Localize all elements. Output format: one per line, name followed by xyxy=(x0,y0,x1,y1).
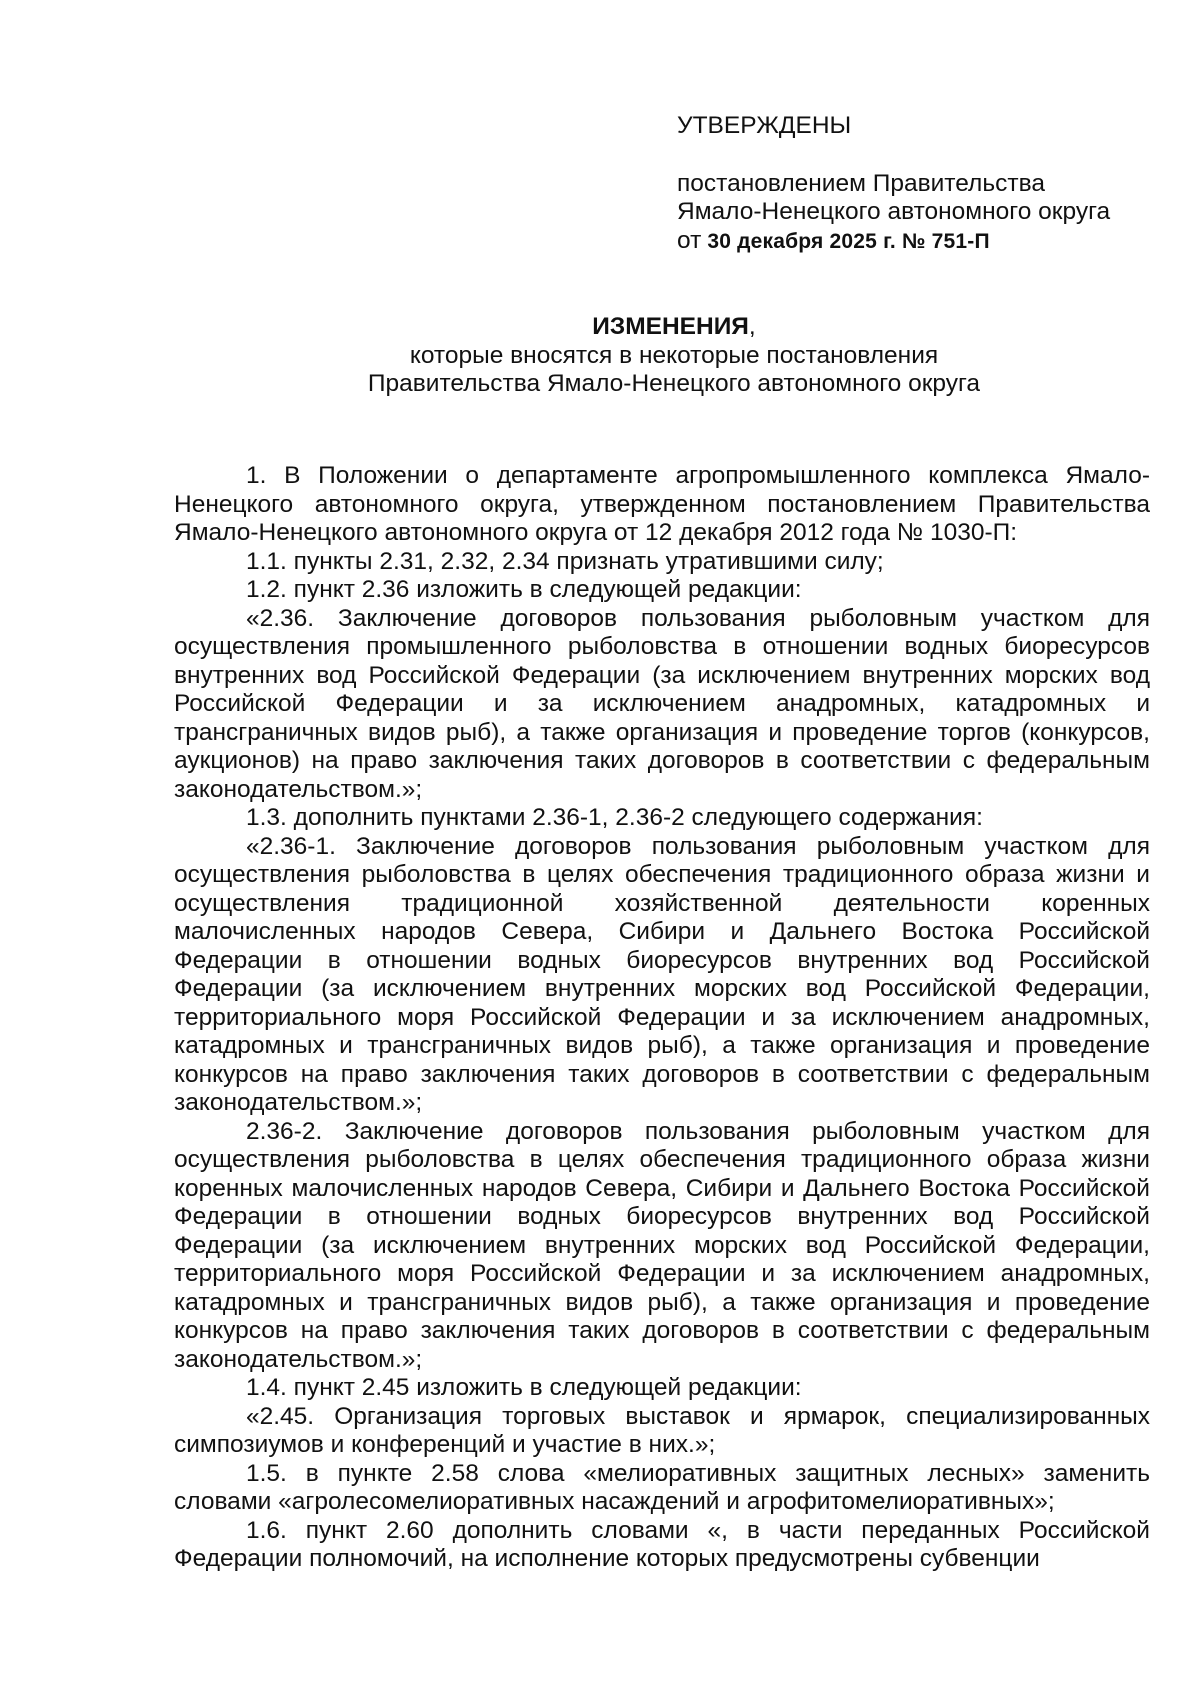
approval-line-3 xyxy=(677,227,1137,257)
document-title xyxy=(170,313,1178,399)
title-comma: , xyxy=(748,313,756,340)
title-line-1 xyxy=(170,313,1178,342)
approval-date-prefix: от xyxy=(677,226,702,254)
paragraph: 1.5. в пункте 2.58 слова «мелиоративных защитных лесных» заменить словами «агролесомелиоративных насаждений и агрофитомелиоративных»; xyxy=(174,1459,1150,1515)
approval-line-1: постановлением Правительства xyxy=(677,169,1045,197)
paragraph: 1.6. пункт 2.60 дополнить словами «, в части переданных Российской Федерации полномочий, на исполнение которых предусмотрены субвенции xyxy=(174,1516,1150,1572)
paragraph: 1. В Положении о департаменте агропромышленного комплекса Ямало-Ненецкого автономного округа, утвержденном постановлением Правительства Ямало-Ненецкого автономного округа от 12 декабря 2012 года № 1030-П: xyxy=(174,462,1150,546)
paragraph: «2.36-1. Заключение договоров пользования рыболовным участком для осуществления рыболовства в целях обеспечения традиционного образа жизни и осуществления традиционной хозяйственной деятельности коренных малочисленных народов Севера, Сибири и Дальнего Востока Российской Федерации в отношении водных биоресурсов внутренних вод Российской Федерации (за исключением внутренних морских вод Российской Федерации, территориального моря Российской Федерации и за исключением анадромных, катадромных и трансграничных видов рыб), а также организация и проведение конкурсов на право заключения таких договоров в соответствии с федеральным законодательством.»; xyxy=(174,832,1150,1116)
document-body xyxy=(174,462,1150,1574)
title-line-3: Правительства Ямало-Ненецкого автономного округа xyxy=(367,370,981,397)
paragraph: 1.1. пункты 2.31, 2.32, 2.34 признать утратившими силу; xyxy=(246,547,884,575)
approved-label: УТВЕРЖДЕНЫ xyxy=(677,112,852,139)
approval-line-2: Ямало-Ненецкого автономного округа xyxy=(677,198,1111,225)
paragraph: «2.45. Организация торговых выставок и ярмарок, специализированных симпозиумов и конференций и участие в них.»; xyxy=(174,1402,1150,1458)
paragraph: 1.3. дополнить пунктами 2.36-1, 2.36-2 следующего содержания: xyxy=(246,804,983,831)
paragraph: 1.2. пункт 2.36 изложить в следующей редакции: xyxy=(246,576,802,603)
title-main: ИЗМЕНЕНИЯ xyxy=(592,313,749,340)
approval-stamp xyxy=(677,112,1137,256)
decree-date: 30 декабря 2025 г. № 751-П xyxy=(707,229,990,253)
paragraph: «2.36. Заключение договоров пользования рыболовным участком для осуществления промышленного рыболовства в отношении водных биоресурсов внутренних вод Российской Федерации (за исключением внутренних морских вод Российской Федерации и за исключением анадромных, катадромных и трансграничных видов рыб), а также организация и проведение торгов (конкурсов, аукционов) на право заключения таких договоров в соответствии с федеральным законодательством.»; xyxy=(174,604,1150,803)
paragraph: 1.4. пункт 2.45 изложить в следующей редакции: xyxy=(246,1374,802,1401)
title-line-2: которые вносятся в некоторые постановления xyxy=(409,341,939,369)
paragraph: 2.36-2. Заключение договоров пользования рыболовным участком для осуществления рыболовства в целях обеспечения традиционного образа жизни коренных малочисленных народов Севера, Сибири и Дальнего Востока Российской Федерации в отношении водных биоресурсов внутренних вод Российской Федерации (за исключением внутренних морских вод Российской Федерации, территориального моря Российской Федерации и за исключением анадромных, катадромных и трансграничных видов рыб), а также организация и проведение конкурсов на право заключения таких договоров в соответствии с федеральным законодательством.»; xyxy=(174,1117,1150,1373)
